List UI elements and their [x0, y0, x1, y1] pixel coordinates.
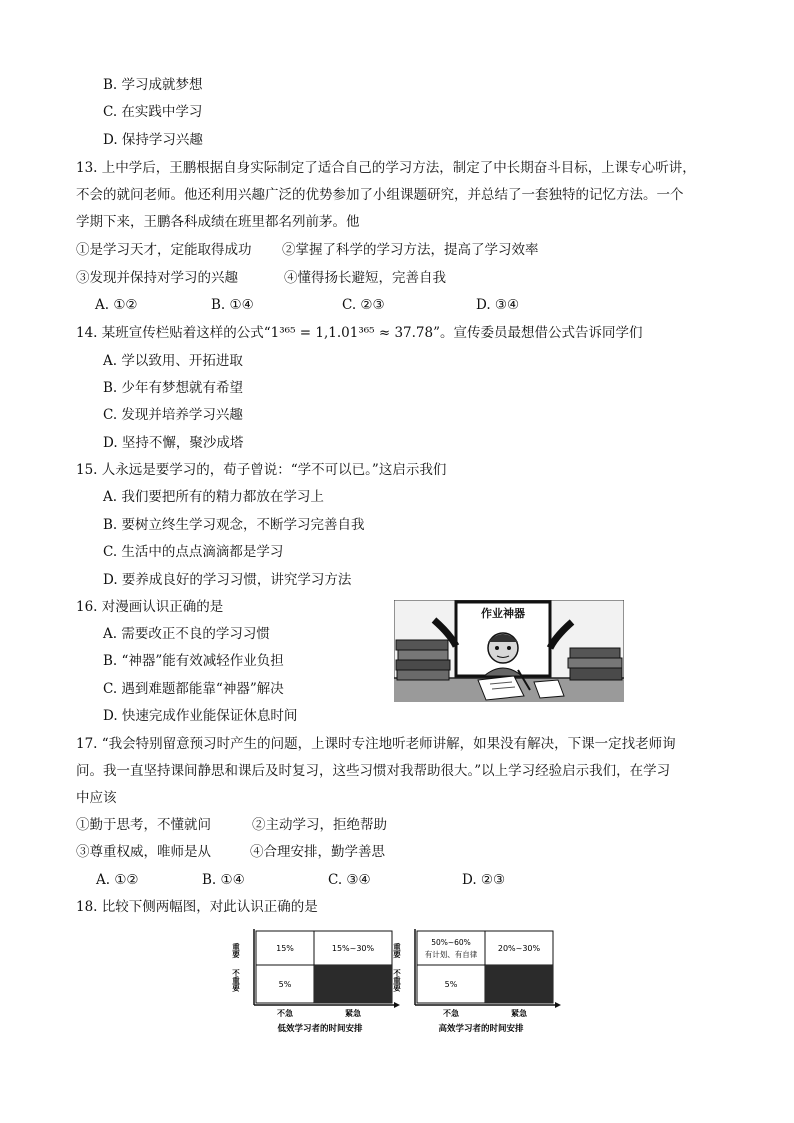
right-cell-important-notrush-note: 有计划、有自律 [424, 950, 478, 959]
low-efficiency-time-diagram [232, 925, 402, 1039]
q17-option-d: D. ②③ [462, 872, 506, 888]
q15-option-c: C. 生活中的点点滴滴都是学习 [103, 544, 284, 560]
q17-statement-3: ③尊重权威，唯师是从 [76, 844, 211, 860]
homework-cartoon-image [394, 600, 624, 702]
q15-stem: 15. 人永远是要学习的，荀子曾说：“学不可以已。”这启示我们 [76, 462, 447, 478]
q14-option-c: C. 发现并培养学习兴趣 [103, 407, 243, 423]
q12-option-d: D. 保持学习兴趣 [103, 132, 203, 148]
q17-statement-2: ②主动学习，拒绝帮助 [252, 817, 387, 833]
q17-option-b: B. ①④ [202, 872, 245, 888]
q17-stem-line2: 问。我一直坚持课间静思和课后及时复习，这些习惯对我帮助很大。”以上学习经验启示我们，在学习 [76, 763, 671, 779]
q12-option-c: C. 在实践中学习 [103, 104, 203, 120]
q14-option-d: D. 坚持不懈，聚沙成塔 [103, 435, 244, 451]
q16-option-a: A. 需要改正不良的学习习惯 [103, 626, 270, 642]
q12-option-b: B. 学习成就梦想 [103, 77, 203, 93]
left-x-notrush: 不急 [277, 1009, 293, 1018]
left-caption: 低效学习者的时间安排 [277, 1024, 363, 1034]
right-y-unimportant: 不重要 [393, 969, 402, 992]
right-x-urgent: 紧急 [511, 1009, 527, 1018]
q14-option-a: A. 学以致用、开拓进取 [103, 353, 243, 369]
q13-option-c: C. ②③ [342, 297, 385, 313]
q17-option-c: C. ③④ [328, 872, 371, 888]
q16-option-b: B. “神器”能有效减轻作业负担 [103, 653, 284, 669]
q17-statement-4: ④合理安排，勤学善思 [250, 844, 385, 860]
q13-statement-3: ③发现并保持对学习的兴趣 [76, 270, 238, 286]
q16-stem: 16. 对漫画认识正确的是 [76, 599, 224, 615]
q18-stem: 18. 比较下侧两幅图，对此认识正确的是 [76, 899, 318, 915]
q14-option-b: B. 少年有梦想就有希望 [103, 380, 244, 396]
cartoon-sign-text: 作业神器 [481, 607, 525, 620]
left-cell-important-notrush: 15% [276, 944, 294, 953]
q13-stem-line2: 不会的就问老师。他还利用兴趣广泛的优势参加了小组课题研究，并总结了一套独特的记忆方法。一个 [76, 187, 684, 203]
q13-stem-line1: 13. 上中学后，王鹏根据自身实际制定了适合自己的学习方法，制定了中长期奋斗目标，上课专心听讲， [76, 160, 696, 176]
q15-option-a: A. 我们要把所有的精力都放在学习上 [103, 489, 324, 505]
q16-option-c: C. 遇到难题都能靠“神器”解决 [103, 681, 284, 697]
right-cell-important-notrush-pct: 50%~60% [431, 938, 471, 947]
q14-stem: 14. 某班宣传栏贴着这样的公式“1³⁶⁵ = 1,1.01³⁶⁵ ≈ 37.78”。宣传委员最想借公式告诉同学们 [76, 325, 643, 341]
q17-stem-line3: 中应该 [76, 790, 117, 806]
high-efficiency-time-diagram [393, 925, 563, 1039]
left-cell-unimportant-notrush: 5% [278, 980, 292, 989]
q15-option-d: D. 要养成良好的学习习惯，讲究学习方法 [103, 572, 352, 588]
left-y-unimportant: 不重要 [232, 969, 241, 992]
right-y-important: 重要 [393, 943, 402, 958]
q17-stem-line1: 17. “我会特别留意预习时产生的问题，上课时专注地听老师讲解，如果没有解决，下课一定找老师询 [76, 736, 676, 752]
q13-option-b: B. ①④ [211, 297, 254, 313]
q13-statement-2: ②掌握了科学的学习方法，提高了学习效率 [282, 242, 539, 258]
q13-option-d: D. ③④ [476, 297, 520, 313]
left-cell-important-urgent: 15%~30% [331, 944, 375, 953]
right-caption: 高效学习者的时间安排 [438, 1024, 524, 1034]
right-x-notrush: 不急 [443, 1009, 459, 1018]
q13-statement-1: ①是学习天才，定能取得成功 [76, 242, 252, 258]
left-y-important: 重要 [232, 943, 241, 958]
right-cell-unimportant-notrush: 5% [444, 980, 458, 989]
q13-option-a: A. ①② [95, 297, 138, 313]
right-cell-important-urgent: 20%~30% [497, 944, 541, 953]
q17-statement-1: ①勤于思考，不懂就问 [76, 817, 211, 833]
q16-option-d: D. 快速完成作业能保证休息时间 [103, 708, 298, 724]
left-x-urgent: 紧急 [345, 1009, 361, 1018]
q17-option-a: A. ①② [96, 872, 139, 888]
q13-statement-4: ④懂得扬长避短，完善自我 [284, 270, 446, 286]
q13-stem-line3: 学期下来，王鹏各科成绩在班里都名列前茅。他 [76, 214, 360, 230]
q15-option-b: B. 要树立终生学习观念，不断学习完善自我 [103, 517, 365, 533]
